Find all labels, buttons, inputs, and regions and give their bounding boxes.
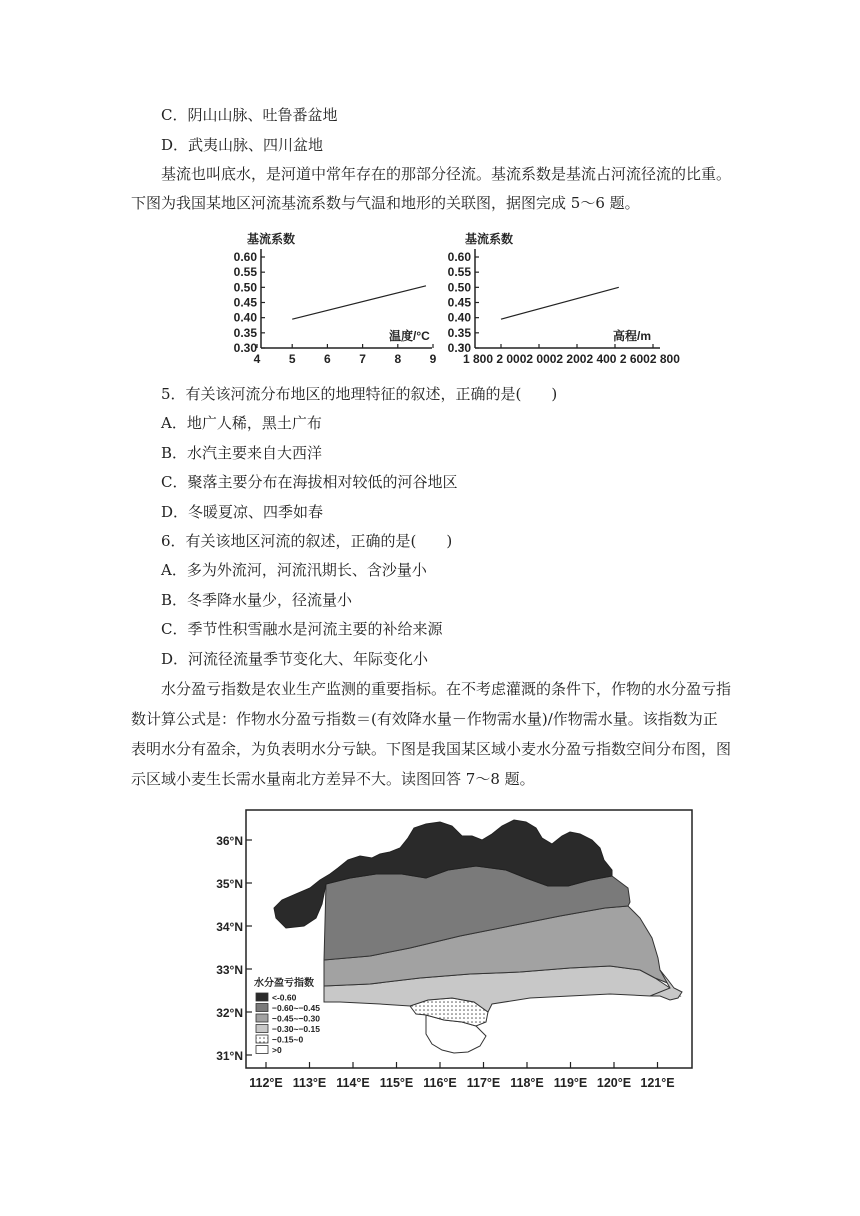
y-tick-label: 0.60 xyxy=(447,250,471,264)
temperature-chart xyxy=(215,226,445,368)
x-tick-label: 6 xyxy=(324,352,331,366)
legend-swatch xyxy=(256,1035,268,1043)
y-tick-label: 0.50 xyxy=(233,280,257,295)
q6-option-c: C．季节性积雪融水是河流主要的补给来源 xyxy=(161,620,443,638)
legend-label: −0.45~−0.30 xyxy=(272,1013,320,1024)
q6-option-a: A．多为外流河，河流汛期长、含沙量小 xyxy=(161,561,427,579)
legend-swatch xyxy=(256,1046,268,1054)
legend-label: −0.15~0 xyxy=(272,1034,304,1045)
intro2-line4: 示区域小麦生长需水量南北方差异不大。读图回答 7～8 题。 xyxy=(131,770,535,788)
lat-label: 35°N xyxy=(216,877,243,891)
lon-label: 116°E xyxy=(423,1076,457,1090)
lon-label: 117°E xyxy=(466,1076,501,1090)
lat-label: 31°N xyxy=(216,1049,243,1063)
q4-option-c: C．阴山山脉、吐鲁番盆地 xyxy=(161,106,338,124)
legend-swatch xyxy=(256,1004,268,1012)
intro2-line1: 水分盈亏指数是农业生产监测的重要指标。在不考虑灌溉的条件下，作物的水分盈亏指 xyxy=(161,680,732,698)
q5-stem: 5．有关该河流分布地区的地理特征的叙述，正确的是( ) xyxy=(161,385,558,403)
lon-label: 120°E xyxy=(596,1076,632,1090)
y-tick-label: 0.45 xyxy=(447,295,471,310)
lat-label: 33°N xyxy=(216,963,243,977)
lon-label: 112°E xyxy=(249,1076,283,1090)
lat-label: 32°N xyxy=(216,1006,243,1020)
x-tick-label: 7 xyxy=(359,352,366,366)
chart1-xlabel: 温度/°C xyxy=(389,329,430,343)
y-tick-label: 0.30 xyxy=(233,341,257,355)
intro2-line2: 数计算公式是：作物水分盈亏指数＝(有效降水量－作物需水量)/作物需水量。该指数为正 xyxy=(131,710,718,728)
legend-label: >0 xyxy=(272,1045,282,1055)
lon-label: 115°E xyxy=(379,1076,414,1090)
legend-swatch xyxy=(256,1025,268,1033)
chart2-ylabel: 基流系数 xyxy=(465,232,514,246)
y-tick-label: 0.45 xyxy=(233,295,257,310)
y-tick-label: 0.40 xyxy=(447,310,471,325)
q6-option-d: D．河流径流量季节变化大、年际变化小 xyxy=(161,650,429,668)
chart1-ylabel: 基流系数 xyxy=(247,232,296,246)
y-tick-label: 0.40 xyxy=(233,310,257,325)
intro1-line2: 下图为我国某地区河流基流系数与气温和地形的关联图，据图完成 5～6 题。 xyxy=(131,194,640,212)
intro1-line1: 基流也叫底水，是河道中常年存在的那部分径流。基流系数是基流占河流径流的比重。 xyxy=(161,165,732,183)
legend-title: 水分盈亏指数 xyxy=(254,978,314,989)
legend-label: −0.30~−0.15 xyxy=(272,1024,320,1034)
lon-label: 118°E xyxy=(510,1076,544,1090)
legend-swatch xyxy=(256,1014,268,1022)
lon-label: 113°E xyxy=(292,1076,327,1090)
y-tick-label: 0.30 xyxy=(447,341,471,355)
y-tick-label: 0.55 xyxy=(447,265,471,280)
legend-swatch xyxy=(256,993,268,1001)
q4-option-d: D．武夷山脉、四川盆地 xyxy=(161,136,324,154)
lon-label: 119°E xyxy=(553,1076,588,1090)
water-balance-map xyxy=(216,808,700,1098)
q6-option-b: B．冬季降水量少，径流量小 xyxy=(161,591,353,609)
x-tick-label: 5 xyxy=(288,352,296,366)
map-legend xyxy=(254,976,320,1055)
lon-label: 114°E xyxy=(336,1076,370,1090)
legend-label: −0.60~−0.45 xyxy=(272,1003,320,1013)
lon-label: 121°E xyxy=(640,1076,675,1090)
intro2-line3: 表明水分有盈余，为负表明水分亏缺。下图是我国某区域小麦水分盈亏指数空间分布图，图 xyxy=(131,740,732,758)
y-tick-label: 0.35 xyxy=(447,325,471,340)
x-tick-label: 4 xyxy=(253,352,261,366)
q6-stem: 6．有关该地区河流的叙述，正确的是( ) xyxy=(161,532,453,550)
y-tick-label: 0.60 xyxy=(233,250,257,264)
y-tick-label: 0.55 xyxy=(233,265,257,280)
q5-option-c: C．聚落主要分布在海拔相对较低的河谷地区 xyxy=(161,473,458,491)
lat-label: 36°N xyxy=(216,834,243,848)
q5-option-d: D．冬暖夏凉、四季如春 xyxy=(161,503,324,521)
chart2-xlabel: 高程/m xyxy=(613,329,652,343)
chart2-series-line xyxy=(501,287,619,319)
lat-label: 34°N xyxy=(216,920,243,934)
y-tick-label: 0.50 xyxy=(447,280,471,295)
x-tick-labels: 1 800 2 0002 0002 2002 400 2 6002 800 xyxy=(463,352,680,366)
legend-label: <-0.60 xyxy=(272,992,297,1003)
x-tick-label: 8 xyxy=(394,352,402,366)
elevation-chart xyxy=(445,226,680,368)
q5-option-a: A．地广人稀，黑土广布 xyxy=(161,414,322,432)
x-tick-label: 9 xyxy=(429,352,437,366)
chart1-series-line xyxy=(292,286,426,319)
q5-option-b: B．水汽主要来自大西洋 xyxy=(161,444,323,462)
y-tick-label: 0.35 xyxy=(233,325,257,340)
